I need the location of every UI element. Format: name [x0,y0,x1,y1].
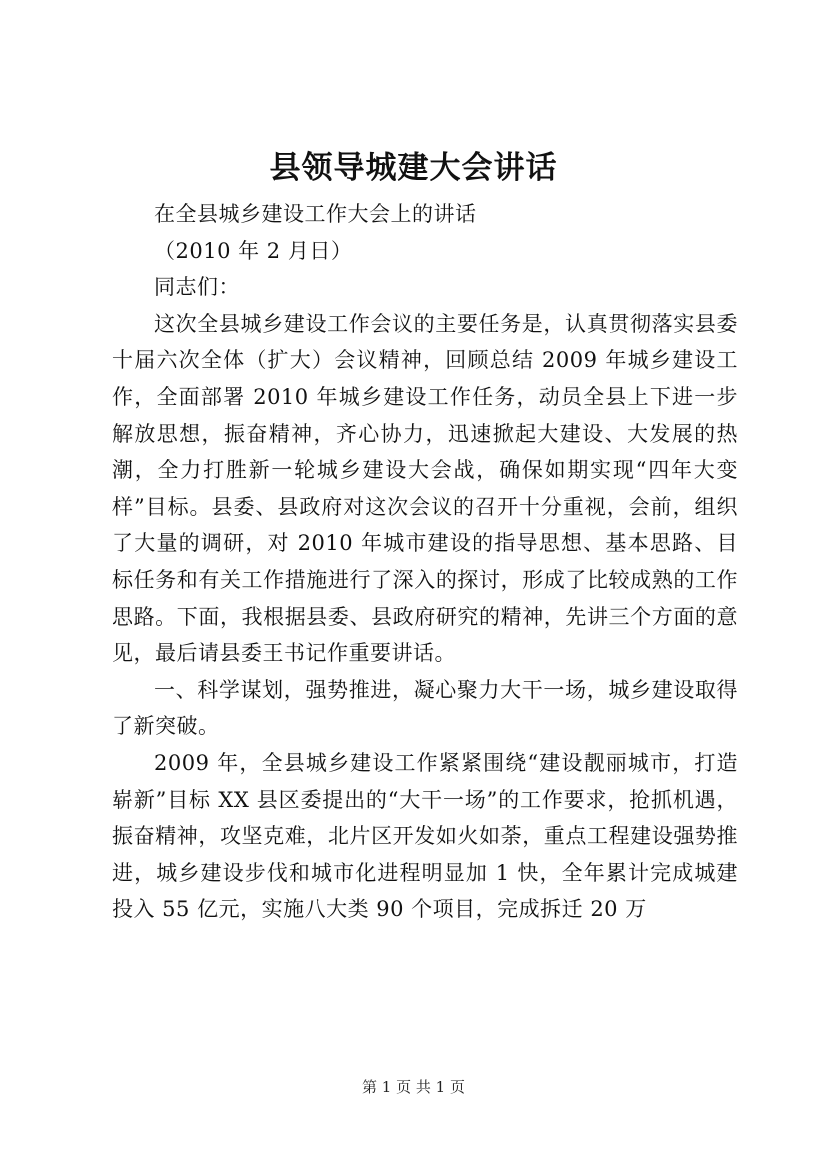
document-title: 县领导城建大会讲话 [269,150,558,186]
section-heading: 一、科学谋划，强势推进，凝心聚力大干一场，城乡建设取得了新突破。 [112,677,738,739]
body-paragraph: 这次全县城乡建设工作会议的主要任务是，认真贯彻落实县委十届六次全体（扩大）会议精神，回顾总结 2009 年城乡建设工作，全面部署 2010 年城乡建设工作任务，动员全县上下进一步解放思想，振奋精神，齐心协力，迅速掀起大建设、大发展的热潮，全力打胜新一轮城乡建设大会战，确保如期实现“四年大变样”目标。县委、县政府对这次会议的召开十分重视，会前，组织了大量的调研，对 2010 年城市建设的指导思想、基本思路、目标任务和有关工作措施进行了深入的探讨，形成了比较成熟的工作思路。下面，我根据县委、县政府研究的精神，先讲三个方面的意见，最后请县委王书记作重要讲话。 [112,311,738,666]
date-paragraph: （2010 年 2 月日） [154,238,353,263]
salutation-paragraph: 同志们： [154,275,240,300]
document-body [112,196,738,928]
body-paragraph: 2009 年，全县城乡建设工作紧紧围绕“建设靓丽城市，打造崭新”目标 XX 县区委提出的“大干一场”的工作要求，抢抓机遇，振奋精神，攻坚克难，北片区开发如火如荼，重点工程建设强势推进，城乡建设步伐和城市化进程明显加 1 快，全年累计完成城建投入 55 亿元，实施八大类 90 个项目，完成拆迁 20 万 [112,750,738,922]
page-footer: 第 1 页 共 1 页 [362,1078,465,1096]
subtitle-paragraph: 在全县城乡建设工作大会上的讲话 [154,202,477,226]
